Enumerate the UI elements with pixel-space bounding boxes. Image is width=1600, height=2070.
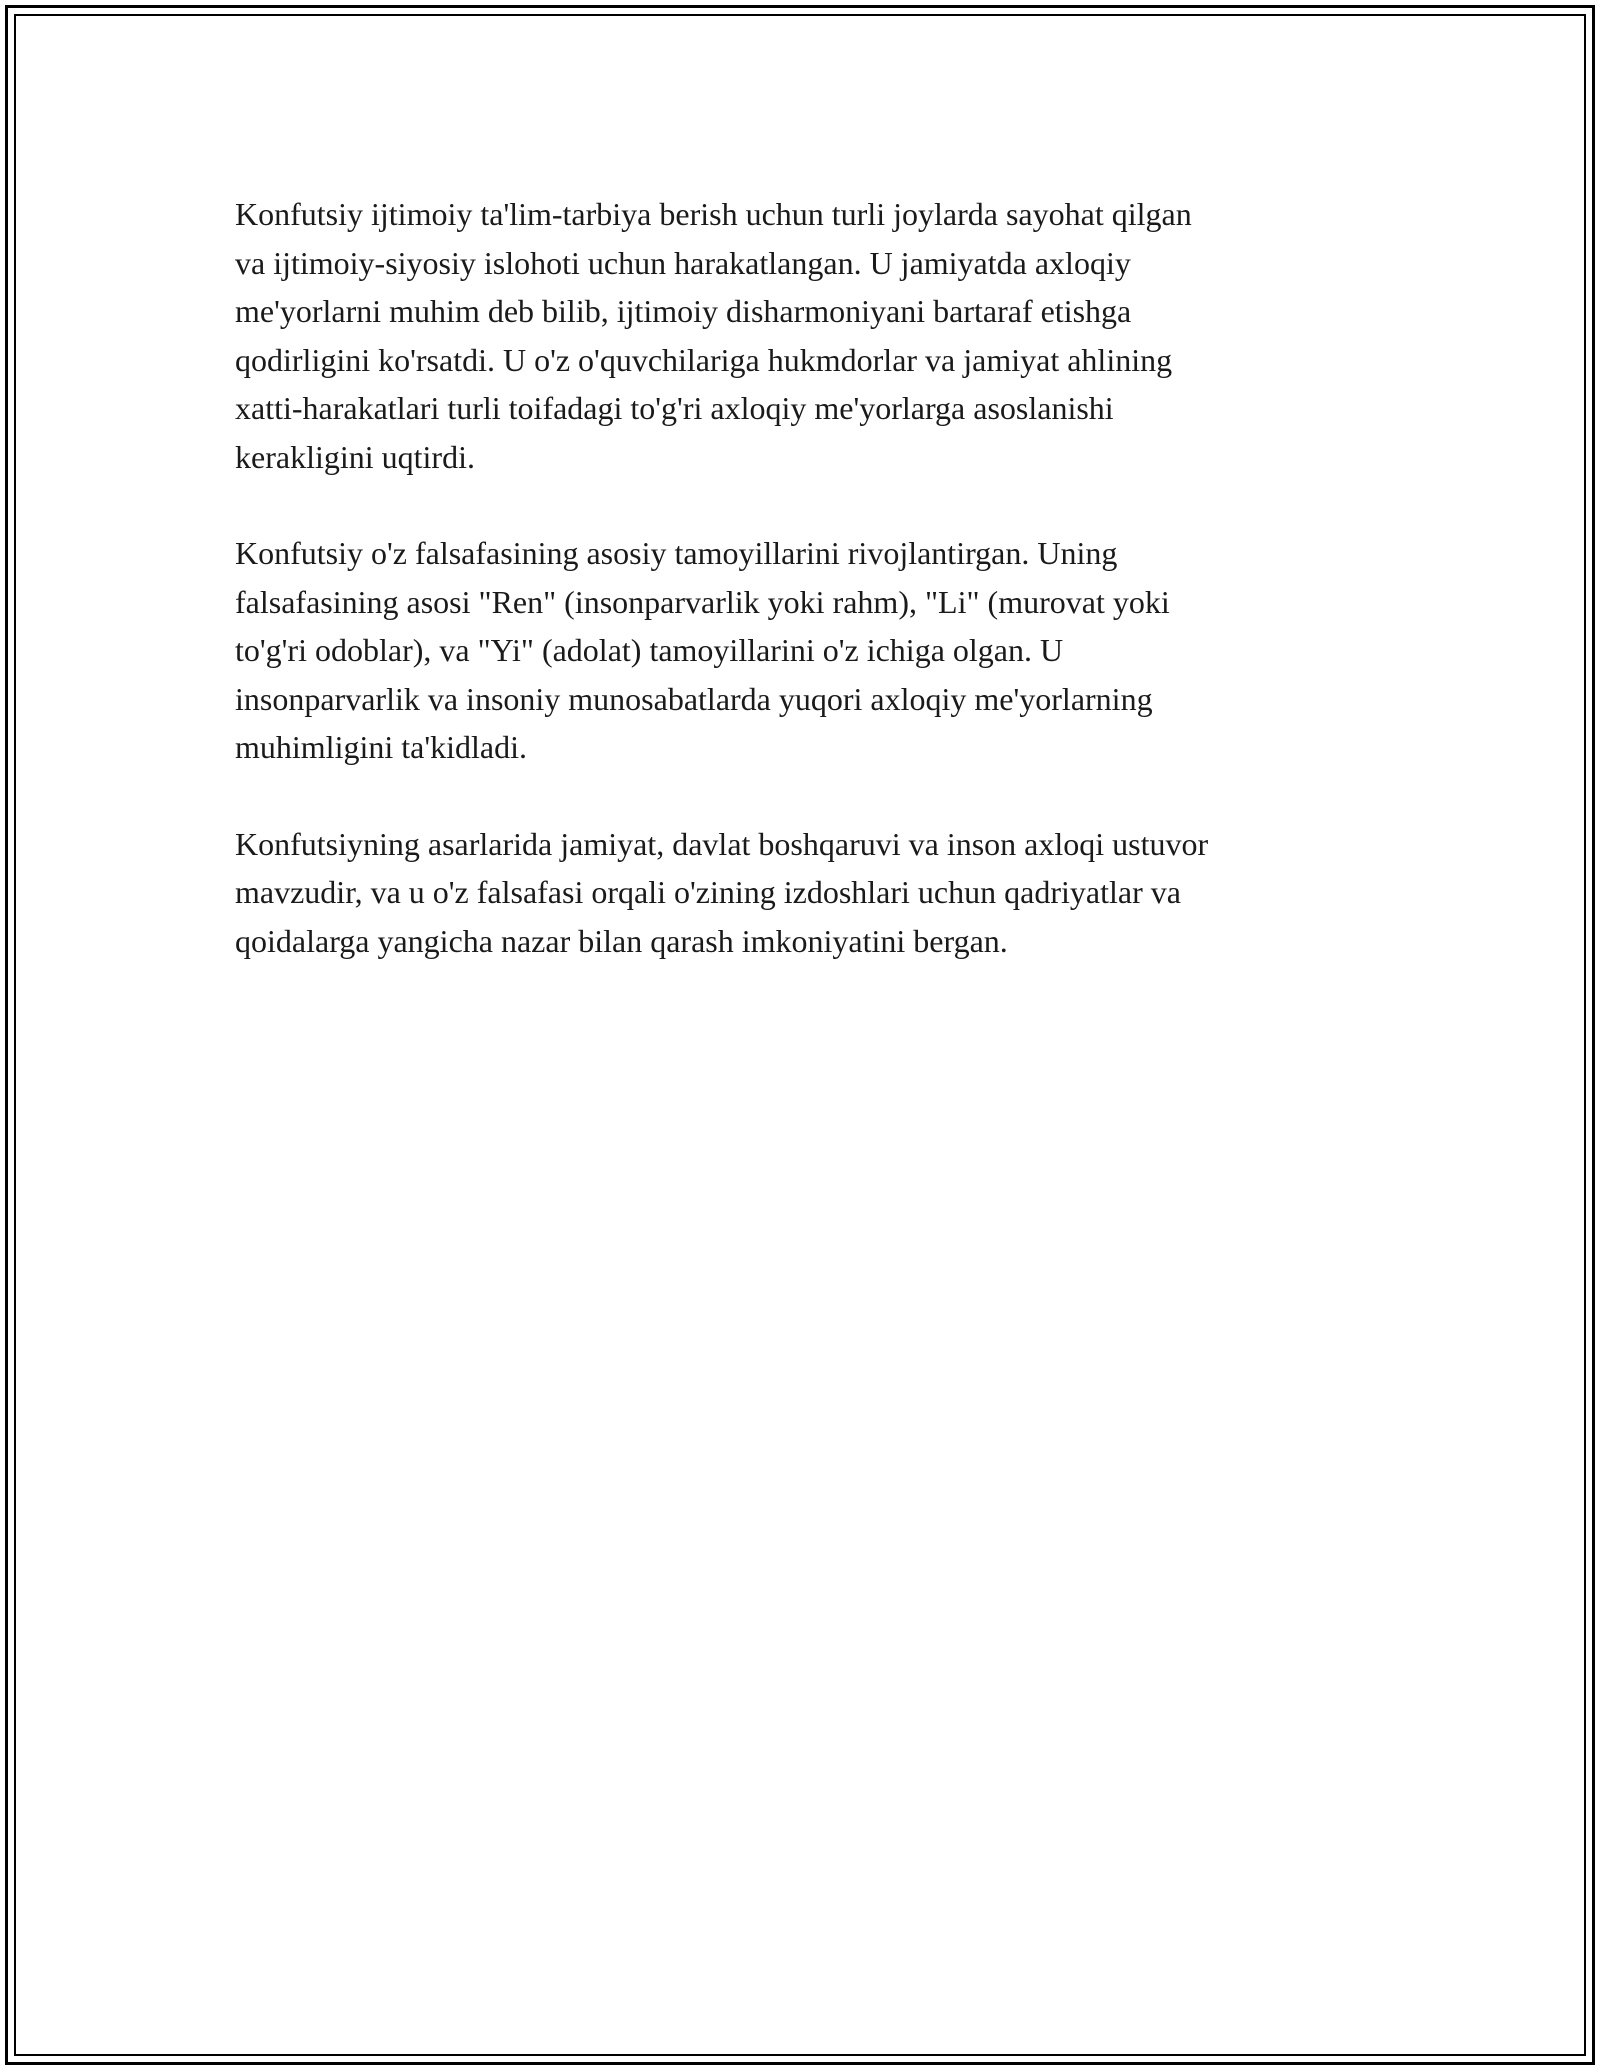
paragraph-line: qodirligini ko'rsatdi. U o'z o'quvchilariga hukmdorlar va jamiyat ahlining <box>235 341 1173 378</box>
paragraph-line: mavzudir, va u o'z falsafasi orqali o'zining izdoshlari uchun qadriyatlar va <box>235 874 1181 910</box>
paragraph-line: insonparvarlik va insoniy munosabatlarda yuqori axloqiy me'yorlarning <box>235 680 1153 717</box>
paragraph-2 <box>235 529 1365 772</box>
paragraph-3 <box>235 820 1365 966</box>
paragraph-line: Konfutsiy ijtimoiy ta'lim-tarbiya berish uchun turli joylarda sayohat qilgan <box>235 196 1192 232</box>
paragraph-line: Konfutsiyning asarlarida jamiyat, davlat boshqaruvi va inson axloqi ustuvor <box>235 825 1209 862</box>
paragraph-line: falsafasining asosi "Ren" (insonparvarlik yoki rahm), "Li" (murovat yoki <box>235 583 1170 620</box>
paragraph-line: Konfutsiy o'z falsafasining asosiy tamoyillarini rivojlantirgan. Uning <box>235 535 1118 571</box>
paragraph-line: kerakligini uqtirdi. <box>235 438 475 475</box>
paragraph-1 <box>235 190 1365 481</box>
document-body <box>235 190 1365 1013</box>
paragraph-line: muhimligini ta'kidladi. <box>235 729 527 765</box>
paragraph-line: qoidalarga yangicha nazar bilan qarash imkoniyatini bergan. <box>235 922 1008 959</box>
paragraph-line: va ijtimoiy-siyosiy islohoti uchun harakatlangan. U jamiyatda axloqiy <box>235 244 1131 281</box>
paragraph-line: to'g'ri odoblar), va "Yi" (adolat) tamoyillarini o'z ichiga olgan. U <box>235 632 1064 668</box>
paragraph-line: me'yorlarni muhim deb bilib, ijtimoiy disharmoniyani bartaraf etishga <box>235 293 1132 329</box>
paragraph-line: xatti-harakatlari turli toifadagi to'g'ri axloqiy me'yorlarga asoslanishi <box>235 390 1114 426</box>
